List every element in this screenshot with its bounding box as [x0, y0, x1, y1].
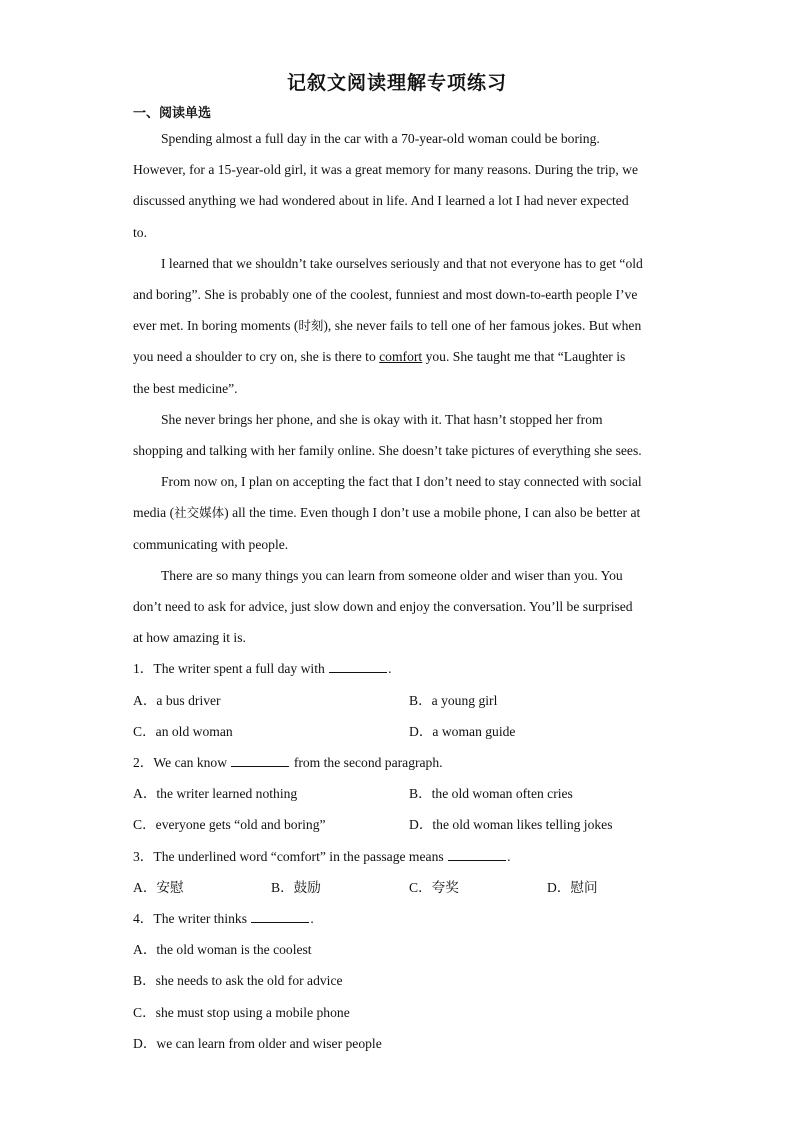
option-c: C．she must stop using a mobile phone [133, 1005, 350, 1020]
passage-text: ) all the time. Even though I don’t use a mobile phone, I can also be better at [224, 505, 641, 520]
option-a: A．安慰 [133, 880, 184, 895]
passage-line [133, 317, 641, 335]
question-text: from the second paragraph. [290, 755, 443, 770]
answer-blank [231, 754, 289, 767]
passage-line: shopping and talking with her family online. She doesn’t take pictures of everything she sees. [133, 443, 642, 458]
option-b: B．鼓励 [271, 880, 321, 895]
passage-line: and boring”. She is probably one of the coolest, funniest and most down-to-earth people I’ve [133, 287, 638, 302]
option-d: D．the old woman likes telling jokes [409, 817, 613, 832]
passage-text: ), she never fails to tell one of her famous jokes. But when [323, 318, 642, 333]
question-text: 2．We can know [133, 755, 231, 770]
passage-line: She never brings her phone, and she is okay with it. That hasn’t stopped her from [161, 412, 603, 427]
passage-text: you. She taught me that “Laughter is [422, 349, 626, 364]
passage-line: the best medicine”. [133, 381, 238, 396]
passage-text: you need a shoulder to cry on, she is there to [133, 349, 380, 364]
passage-line: communicating with people. [133, 537, 289, 552]
answer-blank [251, 910, 309, 923]
question-stem [133, 910, 314, 928]
option-c: C．夸奖 [409, 880, 459, 895]
option-b: B．the old woman often cries [409, 786, 573, 801]
option-d: D．we can learn from older and wiser people [133, 1036, 382, 1051]
answer-blank [329, 660, 387, 673]
page-title: 记叙文阅读理解专项练习 [286, 72, 507, 94]
question-text: 1．The writer spent a full day with [133, 661, 329, 676]
option-a: A．the writer learned nothing [133, 786, 298, 801]
question-text: . [388, 661, 392, 676]
option-b: B．she needs to ask the old for advice [133, 973, 343, 988]
passage-line [133, 348, 625, 366]
passage-text: ever met. In boring moments ( [133, 318, 299, 333]
passage-line: There are so many things you can learn from someone older and wiser than you. You [161, 568, 623, 583]
passage-line: at how amazing it is. [133, 630, 246, 645]
passage-gloss: 社交媒体 [174, 505, 225, 520]
option-d: D．慰问 [547, 880, 598, 895]
passage-line: However, for a 15-year-old girl, it was a great memory for many reasons. During the trip, we [133, 162, 639, 177]
passage-gloss: 时刻 [298, 318, 324, 333]
question-stem [133, 754, 443, 772]
question-stem [133, 848, 510, 866]
passage-line: Spending almost a full day in the car with a 70-year-old woman could be boring. [161, 131, 600, 146]
option-c: C．everyone gets “old and boring” [133, 817, 326, 832]
option-b: B．a young girl [409, 693, 498, 708]
question-text: . [310, 911, 314, 926]
question-stem [133, 660, 392, 678]
option-a: A．a bus driver [133, 693, 221, 708]
answer-blank [448, 848, 506, 861]
passage-line: to. [133, 225, 147, 240]
option-a: A．the old woman is the coolest [133, 942, 312, 957]
question-text: . [507, 849, 511, 864]
passage-line: discussed anything we had wondered about in life. And I learned a lot I had never expected [133, 193, 629, 208]
passage-line [133, 504, 640, 522]
underlined-word: comfort [379, 349, 423, 364]
question-text: 3．The underlined word “comfort” in the passage means [133, 849, 448, 864]
passage-line: From now on, I plan on accepting the fact that I don’t need to stay connected with social [161, 474, 642, 489]
section-heading: 一、阅读单选 [133, 106, 212, 121]
option-c: C．an old woman [133, 724, 233, 739]
passage-line: I learned that we shouldn’t take ourselves seriously and that not everyone has to get “old [161, 256, 643, 271]
question-text: 4．The writer thinks [133, 911, 251, 926]
passage-line: don’t need to ask for advice, just slow down and enjoy the conversation. You’ll be surprised [133, 599, 633, 614]
option-d: D．a woman guide [409, 724, 516, 739]
passage-text: media ( [133, 505, 175, 520]
